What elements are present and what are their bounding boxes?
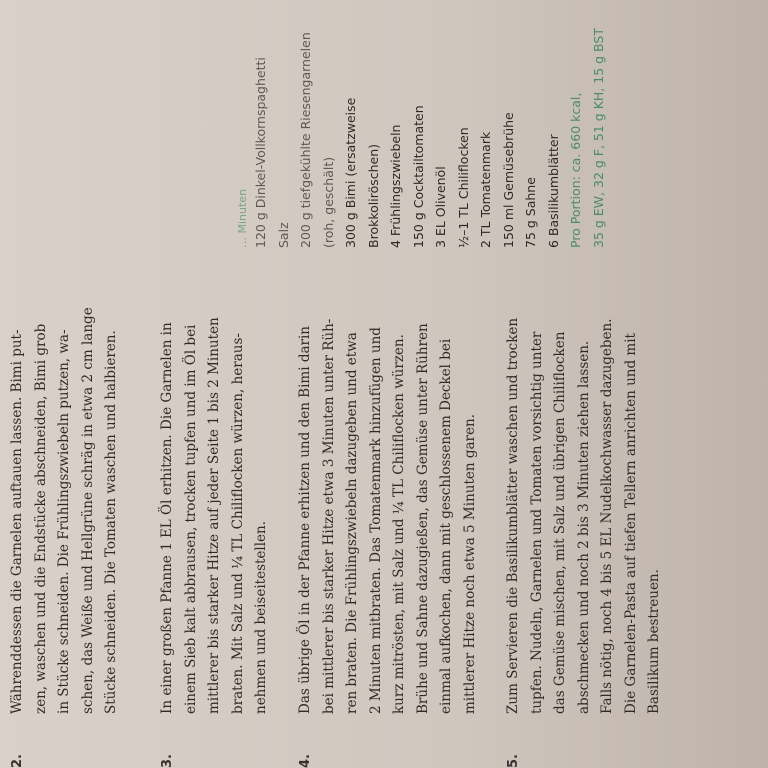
step-text: In einer großen Pfanne 1 EL Öl erhitzen. Die Garnelen in einem Sieb kalt abbrausen, trocken tupfen und im Öl bei mittlerer bis starker Hitze auf jeder Seite 1 bis 2 Minuten braten. Mit Salz und ¼ TL Chiliflocken würzen, heraus- nehmen und beiseitestellen.	[159, 317, 269, 714]
nutrition-line: Pro Portion: ca. 660 kcal,	[568, 92, 583, 248]
ingredient-list	[250, 0, 565, 248]
ingredient-item: 150 ml Gemüsebrühe	[500, 112, 516, 248]
nutrition-line: 35 g EW, 32 g F, 51 g KH, 15 g BST	[590, 28, 606, 248]
step-number: 5.	[506, 754, 521, 768]
step-text: Das übrige Öl in der Pfanne erhitzen und den Bimi darin bei mittlerer bis starker Hitze etwa 3 Minuten unter Rüh- ren braten. Die Frühlingszwiebeln dazugeben und etwa 2 Minuten mitbraten. Das Tomatenmark hinzufügen und kurz mitrösten, mit Salz und ¼ TL Chiliflocken würzen. Brühe und Sahne dazugießen, das Gemüse unter Rühren einmal aufkochen, dann mit geschlossenem Deckel bei mittlerer Hitze noch etwa 5 Minuten garen.	[297, 318, 478, 714]
ingredient-item: Salz	[275, 222, 291, 248]
step-text: Zum Servieren die Basilikumblätter waschen und trocken tupfen. Nudeln, Garnelen und Tomaten vorsichtig unter das Gemüse mischen, mit Salz und übrigen Chiliflocken abschmecken und noch 2 bis 3 Minuten ziehen lassen. Falls nötig, noch 4 bis 5 EL Nudelkochwasser dazugeben. Die Garnelen-Pasta auf tiefen Tellern anrichten und mit Basilikum bestreuen.	[505, 317, 662, 714]
ingredient-item: 4 Frühlingszwiebeln	[388, 124, 403, 248]
ingredient-item: 3 EL Olivenöl	[433, 166, 448, 248]
step-number: 4.	[298, 754, 313, 768]
ingredient-item: Brokkoliröschen)	[365, 143, 381, 248]
ingredient-item: 6 Basilikumblätter	[545, 134, 561, 248]
ingredient-item: 150 g Cocktailtomaten	[410, 105, 426, 248]
ingredient-item: 200 g tiefgekühlte Riesengarnelen	[298, 32, 313, 248]
recipe-time-header: … Minuten	[236, 188, 249, 248]
ingredient-item: ½–1 TL Chiliflocken	[455, 127, 471, 248]
ingredient-item: (roh, geschält)	[320, 156, 336, 248]
step-number: 2.	[10, 754, 25, 768]
nutrition-info	[565, 0, 610, 248]
ingredient-item: 120 g Dinkel-Vollkornspaghetti	[253, 57, 268, 248]
ingredient-item: 300 g Bimi (ersatzweise	[343, 97, 358, 248]
ingredient-item: 75 g Sahne	[523, 177, 538, 248]
step-text: Währenddessen die Garnelen auftauen lassen. Bimi put- zen, waschen und die Endstücke abschneiden, Bimi grob in Stücke schneiden. Die Frühlingszwiebeln putzen, wa- schen, das Weiße und Hellgrüne schräg in etwa 2 cm lange Stücke schneiden. Die Tomaten waschen und halbieren.	[9, 307, 119, 714]
step-number: 3.	[160, 754, 175, 768]
ingredient-item: 2 TL Tomatenmark	[478, 131, 493, 248]
